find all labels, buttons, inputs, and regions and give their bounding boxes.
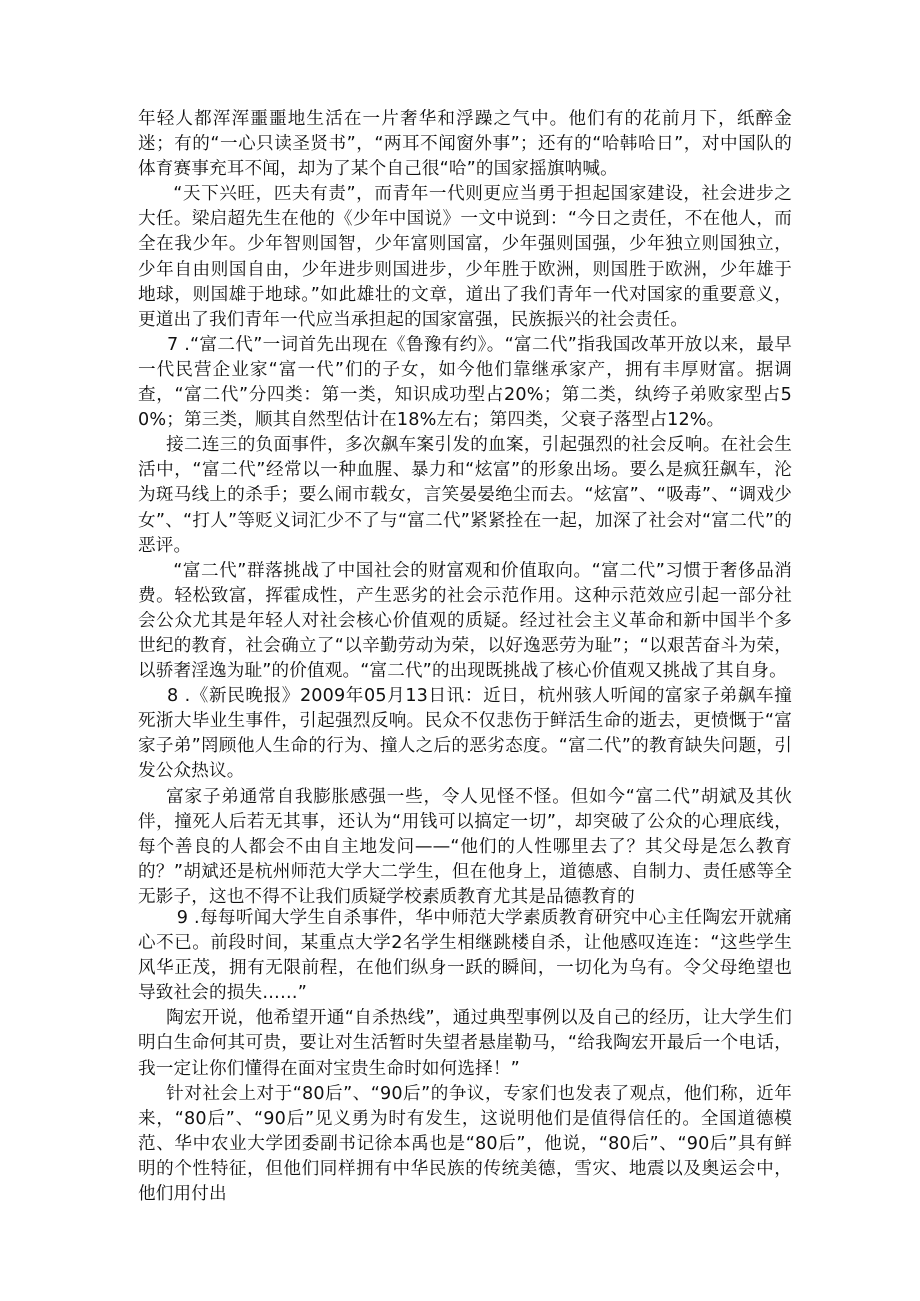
paragraph-2: “天下兴旺，匹夫有责”，而青年一代则更应当勇于担起国家建设，社会进步之大任。梁启超先生在他的《少年中国说》一文中说到：“今日之责任，不在他人，而全在我少年。少年智则国智，少年富则国富，少年强则国强，少年独立则国独立，少年自由则国自由，少年进步则国进步，少年胜于欧洲，则国胜于欧洲，少年雄于地球，则国雄于地球。”如此雄壮的文章，道出了我们青年一代对国家的重要意义，更道出了我们青年一代应当承担起的国家富强，民族振兴的社会责任。 — [138, 184, 792, 330]
text-section-1 — [138, 107, 792, 910]
paragraph-8-item-9: 9 .每每听闻大学生自杀事件，华中师范大学素质教育研究中心主任陶宏开就痛心不已。前段时间，某重点大学2名学生相继跳楼自杀，让他感叹连连：“这些学生风华正茂，拥有无限前程，在他们纵身一跃的瞬间，一切化为乌有。令父母绝望也导致社会的损失……” — [138, 908, 792, 1004]
paragraph-7: 富家子弟通常自我膨胀感强一些，令人见怪不怪。但如今“富二代”胡斌及其伙伴，撞死人后若无其事，还认为“用钱可以搞定一切”，却突破了公众的心理底线，每个善良的人都会不由自主地发问——“他们的人性哪里去了？其父母是怎么教育的？”胡斌还是杭州师范大学大二学生，但在他身上，道德感、自制力、责任感等全无影子，这也不得不让我们质疑学校素质教育尤其是品德教育的 — [138, 786, 792, 907]
paragraph-5: “富二代”群落挑战了中国社会的财富观和价值取向。“富二代”习惯于奢侈品消费。轻松致富，挥霍成性，产生恶劣的社会示范作用。这种示范效应引起一部分社会公众尤其是年轻人对社会核心价值观的质疑。经过社会主义革命和新中国半个多世纪的教育，社会确立了“以辛勤劳动为荣，以好逸恶劳为耻”；“以艰苦奋斗为荣，以骄奢淫逸为耻”的价值观。“富二代”的出现既挑战了核心价值观又挑战了其自身。 — [138, 560, 792, 682]
paragraph-9: 陶宏开说，他希望开通“自杀热线”，通过典型事例以及自己的经历，让大学生们明白生命何其可贵，要让对生活暂时失望者悬崖勒马，“给我陶宏开最后一个电话，我一定让你们懂得在面对宝贵生命时如何选择！” — [138, 1008, 792, 1079]
paragraph-6-item-8: 8 .《新民晚报》2009年05月13日讯：近日，杭州骇人听闻的富家子弟飙车撞死浙大毕业生事件，引起强烈反响。民众不仅悲伤于鲜活生命的逝去，更愤慨于“富家子弟”罔顾他人生命的行为、撞人之后的恶劣态度。“富二代”的教育缺失问题，引发公众热议。 — [138, 686, 792, 782]
paragraph-4: 接二连三的负面事件，多次飙车案引发的血案，引起强烈的社会反响。在社会生活中，“富二代”经常以一种血腥、暴力和“炫富”的形象出场。要么是疯狂飙车，沦为斑马线上的杀手；要么闹市载女，言笑晏晏绝尘而去。“炫富”、“吸毒”、“调戏少女”、“打人”等贬义词汇少不了与“富二代”紧紧拴在一起，加深了社会对“富二代”的恶评。 — [138, 435, 792, 556]
paragraph-10: 针对社会上对于“80后”、“90后”的争议，专家们也发表了观点，他们称，近年来，“80后”、“90后”见义勇为时有发生，这说明他们是值得信任的。全国道德模范、华中农业大学团委副书记徐本禹也是“80后”，他说，“80后”、“90后”具有鲜明的个性特征，但他们同样拥有中华民族的传统美德，雪灾、地震以及奥运会中，他们用付出 — [138, 1083, 792, 1205]
paragraph-3-item-7: 7 .“富二代”一词首先出现在《鲁豫有约》。“富二代”指我国改革开放以来，最早一代民营企业家“富一代”们的子女，如今他们靠继承家产，拥有丰厚财富。据调查，“富二代”分四类：第一类，知识成功型占20%；第二类，纨绔子弟败家型占50%；第三类，顺其自然型估计在18%左右；第四类，父衰子落型占12%。 — [138, 334, 792, 431]
text-section-2 — [138, 906, 792, 1207]
paragraph-1: 年轻人都浑浑噩噩地生活在一片奢华和浮躁之气中。他们有的花前月下，纸醉金迷；有的“一心只读圣贤书”，“两耳不闻窗外事”；还有的“哈韩哈日”，对中国队的体育赛事充耳不闻，却为了某个自己很“哈”的国家摇旗呐喊。 — [138, 109, 792, 180]
